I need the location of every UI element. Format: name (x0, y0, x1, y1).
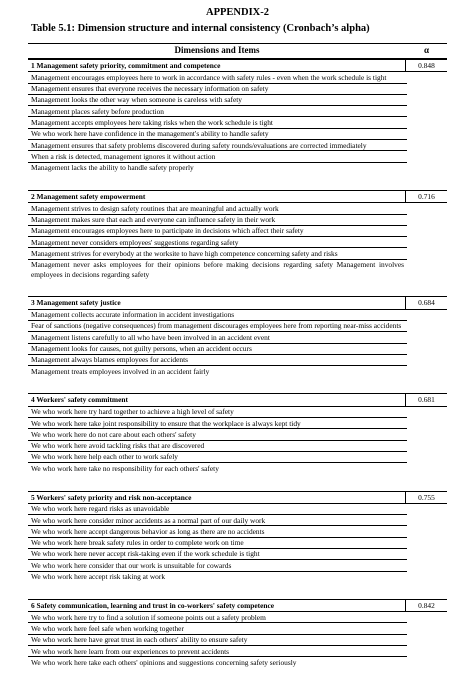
item-row: We who work here have great trust in each others' ability to ensure safety (28, 635, 407, 646)
dimension-section (28, 296, 447, 376)
item-row: We who work here consider minor accidents as a normal part of our daily work (28, 515, 407, 526)
section-spacer (28, 173, 447, 190)
section-spacer (28, 582, 447, 599)
section-alpha: 0.755 (405, 492, 447, 503)
item-row: We who work here do not care about each others' safety (28, 429, 407, 440)
section-header-row (28, 393, 447, 406)
section-title: 6 Safety communication, learning and trust in co-workers' safety competence (31, 600, 275, 610)
dimension-section (28, 393, 447, 473)
table-title: Table 5.1: Dimension structure and internal consistency (Cronbach’s alpha) (31, 23, 370, 34)
item-row: Management never asks employees for their opinions before making decisions regarding safety Management involves employees in decisions regarding safety (31, 260, 404, 279)
table-header-row (28, 43, 447, 59)
item-row: Management strives to design safety routines that are meaningful and actually work (28, 203, 407, 214)
item-row: We who work here regard risks as unavoidable (28, 504, 407, 515)
item-row: Management strives for everybody at the worksite to have high competence concerning safety and risks (28, 248, 407, 259)
section-spacer (28, 474, 447, 491)
item-row: We who work here have confidence in the management's ability to handle safety (28, 129, 407, 140)
item-row: Management listens carefully to all who have been involved in an accident event (28, 332, 407, 343)
section-header-row (28, 296, 447, 309)
item-row: Management ensures that safety problems discovered during safety rounds/evaluations are corrected immediately (28, 140, 407, 151)
item-row: When a risk is detected, management ignores it without action (28, 151, 407, 162)
item-row: Management lacks the ability to handle safety properly (31, 163, 194, 173)
section-header-row (28, 599, 447, 612)
section-alpha: 0.716 (405, 191, 447, 202)
item-row: Management collects accurate information in accident investigations (28, 310, 407, 321)
section-header-row (28, 491, 447, 504)
item-row: We who work here take no responsibility for each others' safety (31, 463, 219, 473)
column-header-dimensions: Dimensions and Items (174, 45, 260, 56)
item-row: Management places safety before production (28, 106, 407, 117)
item-row: We who work here learn from our experiences to prevent accidents (28, 646, 407, 657)
item-row: Management encourages employees here to participate in decisions which affect their safety (28, 226, 407, 237)
section-title: 3 Management safety justice (31, 298, 121, 308)
item-row: Management makes sure that each and everyone can influence safety in their work (28, 215, 407, 226)
appendix-heading: APPENDIX-2 (206, 7, 269, 18)
item-row: Management always blames employees for accidents (28, 355, 407, 366)
item-row: Management looks for causes, not guilty persons, when an accident occurs (28, 344, 407, 355)
dimension-section (28, 190, 447, 279)
section-alpha: 0.684 (405, 297, 447, 308)
section-alpha: 0.842 (405, 600, 447, 611)
section-title: 5 Workers' safety priority and risk non-acceptance (31, 492, 192, 502)
item-row: Management never considers employees' suggestions regarding safety (28, 237, 407, 248)
section-alpha: 0.848 (405, 60, 447, 71)
item-row: We who work here take joint responsibility to ensure that the workplace is always kept tidy (28, 418, 407, 429)
item-row: Management treats employees involved in an accident fairly (31, 366, 210, 376)
item-row: Management looks the other way when someone is careless with safety (28, 95, 407, 106)
item-row: We who work here try to find a solution if someone points out a safety problem (28, 612, 407, 623)
section-alpha: 0.681 (405, 394, 447, 405)
dimension-section (28, 491, 447, 582)
item-row: Fear of sanctions (negative consequences) from management discourages employees here from reporting near-miss accidents (28, 321, 407, 332)
item-row: We who work here try hard together to achieve a high level of safety (28, 407, 407, 418)
section-title: 2 Management safety empowerment (31, 191, 146, 201)
item-row: We who work here never accept risk-taking even if the work schedule is tight (28, 549, 407, 560)
dimension-table (28, 43, 447, 668)
item-row: We who work here help each other to work safely (28, 452, 407, 463)
section-spacer (28, 376, 447, 393)
item-row: We who work here avoid tackling risks that are discovered (28, 441, 407, 452)
section-header-row (28, 190, 447, 203)
table-body (28, 59, 447, 668)
section-title: 1 Management safety priority, commitment and competence (31, 61, 221, 70)
item-row: We who work here accept dangerous behavior as long as there are no accidents (28, 526, 407, 537)
item-row: We who work here take each others' opinions and suggestions concerning safety seriously (31, 657, 297, 667)
item-row: Management accepts employees here taking risks when the work schedule is tight (28, 117, 407, 128)
section-header-row (28, 59, 447, 72)
item-row: We who work here feel safe when working together (28, 623, 407, 634)
dimension-section (28, 599, 447, 668)
item-row: Management encourages employees here to work in accordance with safety rules - even when the work schedule is tight (28, 72, 407, 83)
section-spacer (28, 279, 447, 296)
dimension-section (28, 59, 447, 173)
item-row: We who work here consider that our work is unsuitable for cowards (28, 560, 407, 571)
column-header-alpha: α (423, 45, 430, 56)
item-row: We who work here break safety rules in order to complete work on time (28, 538, 407, 549)
section-title: 4 Workers' safety commitment (31, 395, 128, 405)
item-row: Management ensures that everyone receives the necessary information on safety (28, 84, 407, 95)
item-row: We who work here accept risk taking at work (31, 572, 166, 582)
